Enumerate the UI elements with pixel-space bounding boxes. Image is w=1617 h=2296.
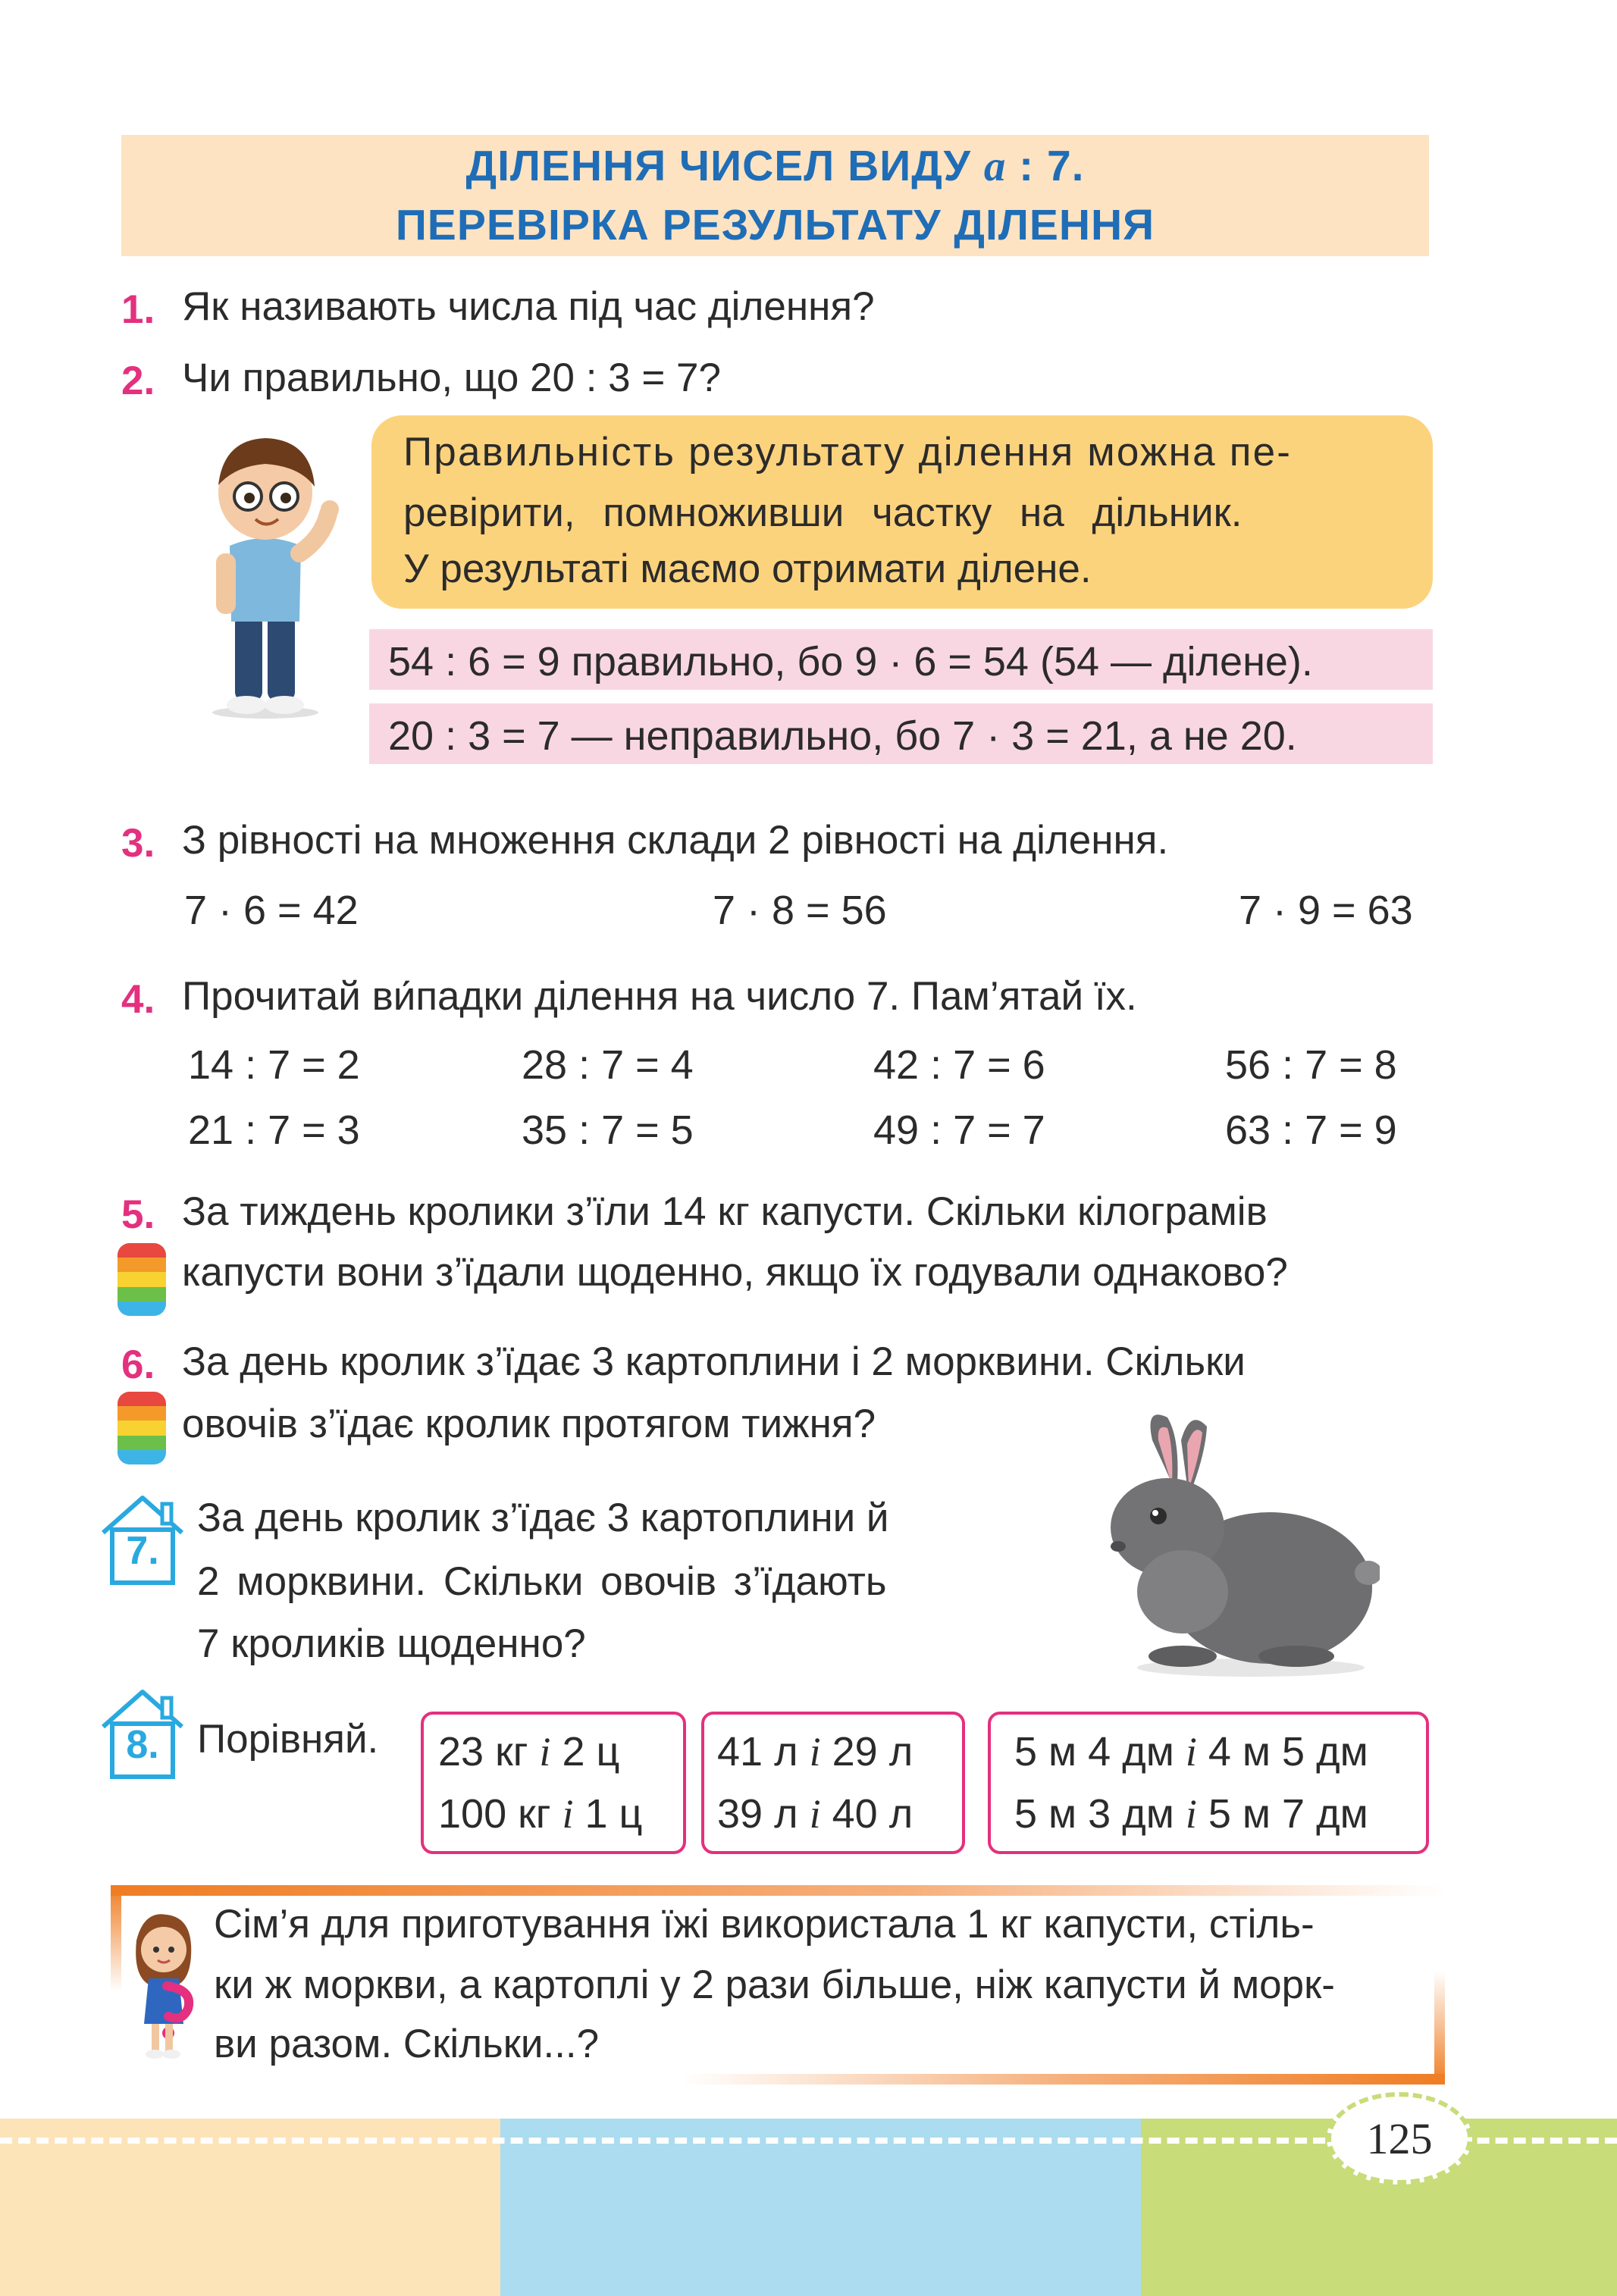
task-4-r2-c2: 35 : 7 = 5 <box>522 1107 694 1153</box>
task-4-number: 4. <box>121 977 155 1022</box>
challenge-line-2: ки ж моркви, а картоплі у 2 рази більше, ніж капусти й морк- <box>214 1962 1335 2007</box>
task-6-line-2: овочів з’їдає кролик протягом тижня? <box>182 1402 876 1446</box>
footer-band-blue <box>500 2119 1141 2296</box>
rainbow-icon <box>118 1243 166 1316</box>
task-7-number: 7. <box>126 1529 159 1573</box>
compare-mass-row-2: 100 кг і 1 ц <box>438 1791 643 1837</box>
task-3-item-1: 7 · 6 = 42 <box>184 888 359 933</box>
house-icon <box>97 1687 188 1780</box>
task-1-number: 1. <box>121 287 155 332</box>
task-6-line-1: За день кролик з’їдає 3 картоплини і 2 морквини. Скільки <box>182 1339 1246 1384</box>
rabbit-illustration <box>1092 1410 1380 1683</box>
task-4-r2-c3: 49 : 7 = 7 <box>873 1107 1045 1153</box>
compare-volume-row-2: 39 л і 40 л <box>717 1791 913 1837</box>
example-correct: 54 : 6 = 9 правильно, бо 9 · 6 = 54 (54 — ділене). <box>388 639 1313 684</box>
rule-line-1: Правильність результату ділення можна пе- <box>403 430 1293 475</box>
task-6-number: 6. <box>121 1342 155 1387</box>
task-2-text: Чи правильно, що 20 : 3 = 7? <box>182 356 721 400</box>
compare-length-row-1: 5 м 4 дм і 4 м 5 дм <box>1014 1729 1368 1774</box>
task-4-r2-c4: 63 : 7 = 9 <box>1225 1107 1397 1153</box>
rainbow-icon <box>118 1392 166 1464</box>
page-title: ДІЛЕННЯ ЧИСЕЛ ВИДУ а : 7. <box>465 142 1085 190</box>
challenge-frame-right <box>1434 1971 1445 2085</box>
task-4-r2-c1: 21 : 7 = 3 <box>188 1107 360 1153</box>
task-3-item-2: 7 · 8 = 56 <box>713 888 887 933</box>
challenge-line-1: Сім’я для приготування їжі використала 1 кг капусти, стіль- <box>214 1902 1315 1947</box>
compare-volume-row-1: 41 л і 29 л <box>717 1729 913 1774</box>
task-3-item-3: 7 · 9 = 63 <box>1239 888 1413 933</box>
task-5-number: 5. <box>121 1192 155 1237</box>
challenge-line-3: ви разом. Скільки...? <box>214 2022 600 2066</box>
task-4-r1-c4: 56 : 7 = 8 <box>1225 1042 1397 1088</box>
task-5-line-1: За тиждень кролики з’їли 14 кг капусти. Скільки кілограмів <box>182 1189 1268 1234</box>
task-4-r1-c1: 14 : 7 = 2 <box>188 1042 360 1088</box>
compare-length-row-2: 5 м 3 дм і 5 м 7 дм <box>1014 1791 1368 1837</box>
example-incorrect: 20 : 3 = 7 — неправильно, бо 7 · 3 = 21, а не 20. <box>388 713 1297 759</box>
challenge-frame-bottom <box>682 2074 1445 2085</box>
task-7-line-3: 7 кроликів щоденно? <box>197 1621 586 1666</box>
task-4-r1-c3: 42 : 7 = 6 <box>873 1042 1045 1088</box>
house-icon <box>97 1493 188 1586</box>
task-4-text: Прочитай ви́падки ділення на число 7. Пам’ятай їх. <box>182 974 1137 1019</box>
task-7-line-2: 2 морквини. Скільки овочів з’їдають <box>197 1559 887 1604</box>
rule-line-3: У результаті маємо отримати ділене. <box>403 547 1092 591</box>
task-4-r1-c2: 28 : 7 = 4 <box>522 1042 694 1088</box>
challenge-frame-left <box>111 1885 121 1991</box>
task-8-label: Порівняй. <box>197 1717 379 1762</box>
page-subtitle: ПЕРЕВІРКА РЕЗУЛЬТАТУ ДІЛЕННЯ <box>395 201 1155 249</box>
task-7-line-1: За день кролик з’їдає 3 картоплини й <box>197 1496 889 1540</box>
task-1-text: Як називають числа під час ділення? <box>182 284 875 329</box>
task-8-number: 8. <box>126 1723 159 1767</box>
rule-line-2: ревірити, помноживши частку на дільник. <box>403 490 1243 535</box>
task-2-number: 2. <box>121 359 155 403</box>
compare-mass-row-1: 23 кг і 2 ц <box>438 1729 620 1774</box>
footer-band-orange <box>0 2119 500 2296</box>
task-3-number: 3. <box>121 821 155 866</box>
task-3-text: З рівності на множення склади 2 рівності на ділення. <box>182 818 1169 863</box>
page-number: 125 <box>1327 2092 1472 2185</box>
task-5-line-2: капусти вони з’їдали щоденно, якщо їх годували однаково? <box>182 1250 1288 1295</box>
challenge-frame-top <box>111 1885 1445 1896</box>
girl-question-illustration <box>121 1910 205 2062</box>
boy-illustration <box>193 424 345 720</box>
